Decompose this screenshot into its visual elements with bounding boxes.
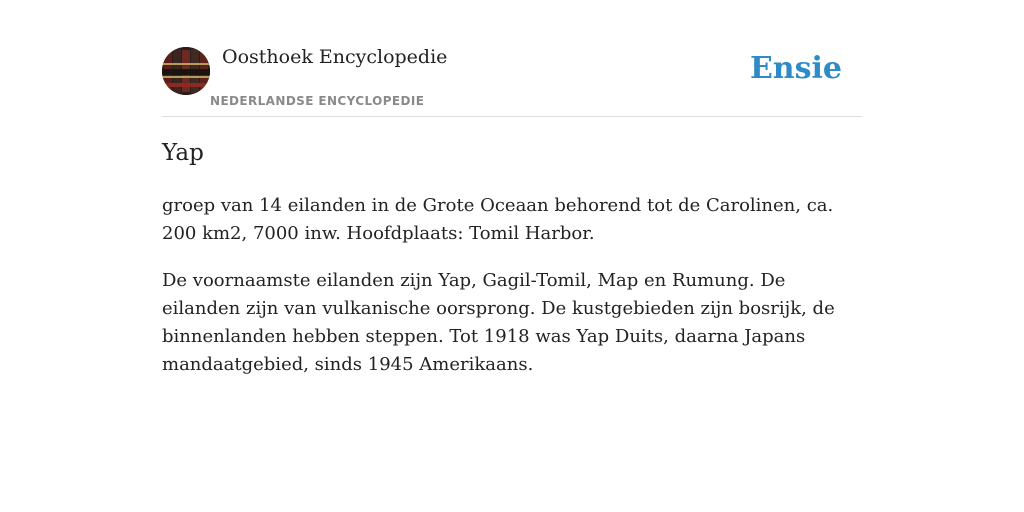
encyclopedia-books-icon[interactable] <box>162 47 210 95</box>
entry-paragraph: groep van 14 eilanden in de Grote Oceaan behorend tot de Carolinen, ca. 200 km2, 7000 inw. Hoofdplaats: Tomil Harbor. <box>162 195 834 244</box>
header <box>162 0 862 117</box>
ensie-logo-link[interactable]: Ensie <box>749 51 842 86</box>
entry-paragraph: De voornaamste eilanden zijn Yap, Gagil-Tomil, Map en Rumung. De eilanden zijn van vulkanische oorsprong. De kustgebieden zijn bosrijk, de binnenlanden hebben steppen. Tot 1918 was Yap Duits, daarna Japans mandaatgebied, sinds 1945 Amerikaans. <box>162 270 835 375</box>
site-subtitle: NEDERLANDSE ENCYCLOPEDIE <box>210 94 425 108</box>
entry-body <box>162 192 852 398</box>
entry-title: Yap <box>162 140 204 166</box>
site-title[interactable]: Oosthoek Encyclopedie <box>222 46 448 68</box>
